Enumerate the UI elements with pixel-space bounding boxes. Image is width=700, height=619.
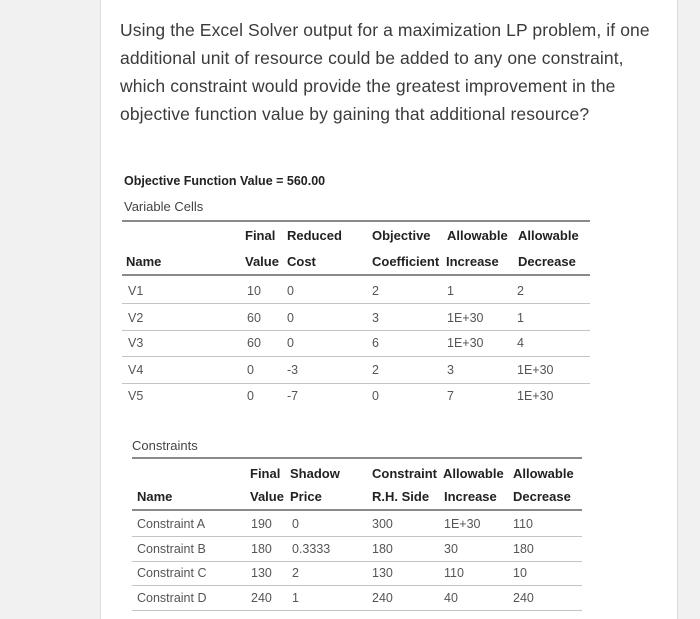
var-header-coefficient: Coefficient (372, 254, 440, 269)
con-dec: 10 (513, 566, 527, 580)
var-dec: 1E+30 (517, 363, 554, 377)
con-dec: 180 (513, 542, 534, 556)
var-inc: 1 (447, 284, 454, 298)
var-dec: 1 (517, 311, 524, 325)
var-reduced: -7 (287, 389, 299, 403)
con-header-allowable-inc: Allowable (443, 466, 504, 481)
var-final: 0 (247, 389, 254, 403)
var-name: V3 (128, 336, 144, 350)
con-shadow: 0.3333 (292, 542, 331, 556)
var-header-value: Value (245, 254, 279, 269)
var-dec: 1E+30 (517, 389, 554, 403)
constraints-label: Constraints (132, 438, 198, 453)
var-coef: 0 (372, 389, 379, 403)
var-header-final: Final (245, 228, 276, 243)
con-name: Constraint A (137, 517, 206, 531)
var-coef: 6 (372, 336, 379, 350)
variable-table-top-rule (122, 220, 590, 222)
var-dec: 4 (517, 336, 524, 350)
con-inc: 110 (444, 566, 464, 580)
var-coef: 2 (372, 284, 379, 298)
con-header-price: Price (290, 489, 322, 504)
var-inc: 1E+30 (447, 311, 484, 325)
var-reduced: 0 (287, 284, 294, 298)
con-inc: 40 (444, 591, 458, 605)
var-header-allowable-inc: Allowable (447, 228, 508, 243)
con-rhs: 300 (372, 517, 393, 531)
con-final: 180 (251, 542, 272, 556)
con-header-name: Name (137, 489, 173, 504)
var-name: V5 (128, 389, 144, 403)
var-final: 10 (247, 284, 261, 298)
var-final: 60 (247, 336, 261, 350)
con-final: 190 (251, 517, 272, 531)
con-header-decrease: Decrease (513, 489, 571, 504)
constraint-table-header-rule (132, 509, 582, 511)
constraint-table-top-rule (132, 457, 582, 459)
con-inc: 1E+30 (444, 517, 481, 531)
var-header-objective: Objective (372, 228, 431, 243)
var-coef: 3 (372, 311, 379, 325)
var-coef: 2 (372, 363, 379, 377)
row-divider (122, 303, 590, 304)
con-name: Constraint B (137, 542, 206, 556)
con-header-rhs: R.H. Side (372, 489, 430, 504)
con-header-value: Value (250, 489, 284, 504)
con-header-shadow: Shadow (290, 466, 340, 481)
con-final: 240 (251, 591, 272, 605)
var-dec: 2 (517, 284, 524, 298)
row-divider (122, 356, 590, 357)
row-divider (122, 383, 590, 384)
con-final: 130 (251, 566, 272, 580)
row-divider (122, 330, 590, 331)
con-header-increase: Increase (444, 489, 497, 504)
var-name: V4 (128, 363, 144, 377)
con-header-allowable-dec: Allowable (513, 466, 574, 481)
var-reduced: -3 (287, 363, 299, 377)
var-inc: 7 (447, 389, 454, 403)
var-name: V2 (128, 311, 144, 325)
con-name: Constraint D (137, 591, 207, 605)
variable-cells-label: Variable Cells (124, 199, 204, 214)
var-final: 0 (247, 363, 254, 377)
variable-table-header-rule (122, 274, 590, 276)
con-shadow: 0 (292, 517, 299, 531)
var-final: 60 (247, 311, 261, 325)
var-inc: 3 (447, 363, 454, 377)
con-rhs: 130 (372, 566, 393, 580)
con-header-final: Final (250, 466, 281, 481)
var-header-cost: Cost (287, 254, 316, 269)
row-divider (132, 561, 582, 562)
objective-function-value: Objective Function Value = 560.00 (124, 174, 326, 188)
var-header-reduced: Reduced (287, 228, 342, 243)
con-name: Constraint C (137, 566, 207, 580)
row-divider (132, 585, 582, 586)
var-header-decrease: Decrease (518, 254, 576, 269)
var-header-name: Name (126, 254, 162, 269)
row-divider (132, 610, 582, 611)
con-header-constraint: Constraint (372, 466, 437, 481)
con-inc: 30 (444, 542, 458, 556)
con-rhs: 180 (372, 542, 393, 556)
question-text: Using the Excel Solver output for a maximization LP problem, if one additional unit of resource could be added to any one constraint, which constraint would provide the greatest improvement in the objective function value by gaining that additional resource? (120, 20, 650, 124)
con-dec: 110 (513, 517, 533, 531)
var-name: V1 (128, 284, 144, 298)
var-header-increase: Increase (446, 254, 499, 269)
var-inc: 1E+30 (447, 336, 484, 350)
con-dec: 240 (513, 591, 534, 605)
con-rhs: 240 (372, 591, 393, 605)
var-reduced: 0 (287, 311, 294, 325)
var-header-allowable-dec: Allowable (518, 228, 579, 243)
var-reduced: 0 (287, 336, 294, 350)
con-shadow: 2 (292, 566, 299, 580)
con-shadow: 1 (292, 591, 299, 605)
row-divider (132, 536, 582, 537)
